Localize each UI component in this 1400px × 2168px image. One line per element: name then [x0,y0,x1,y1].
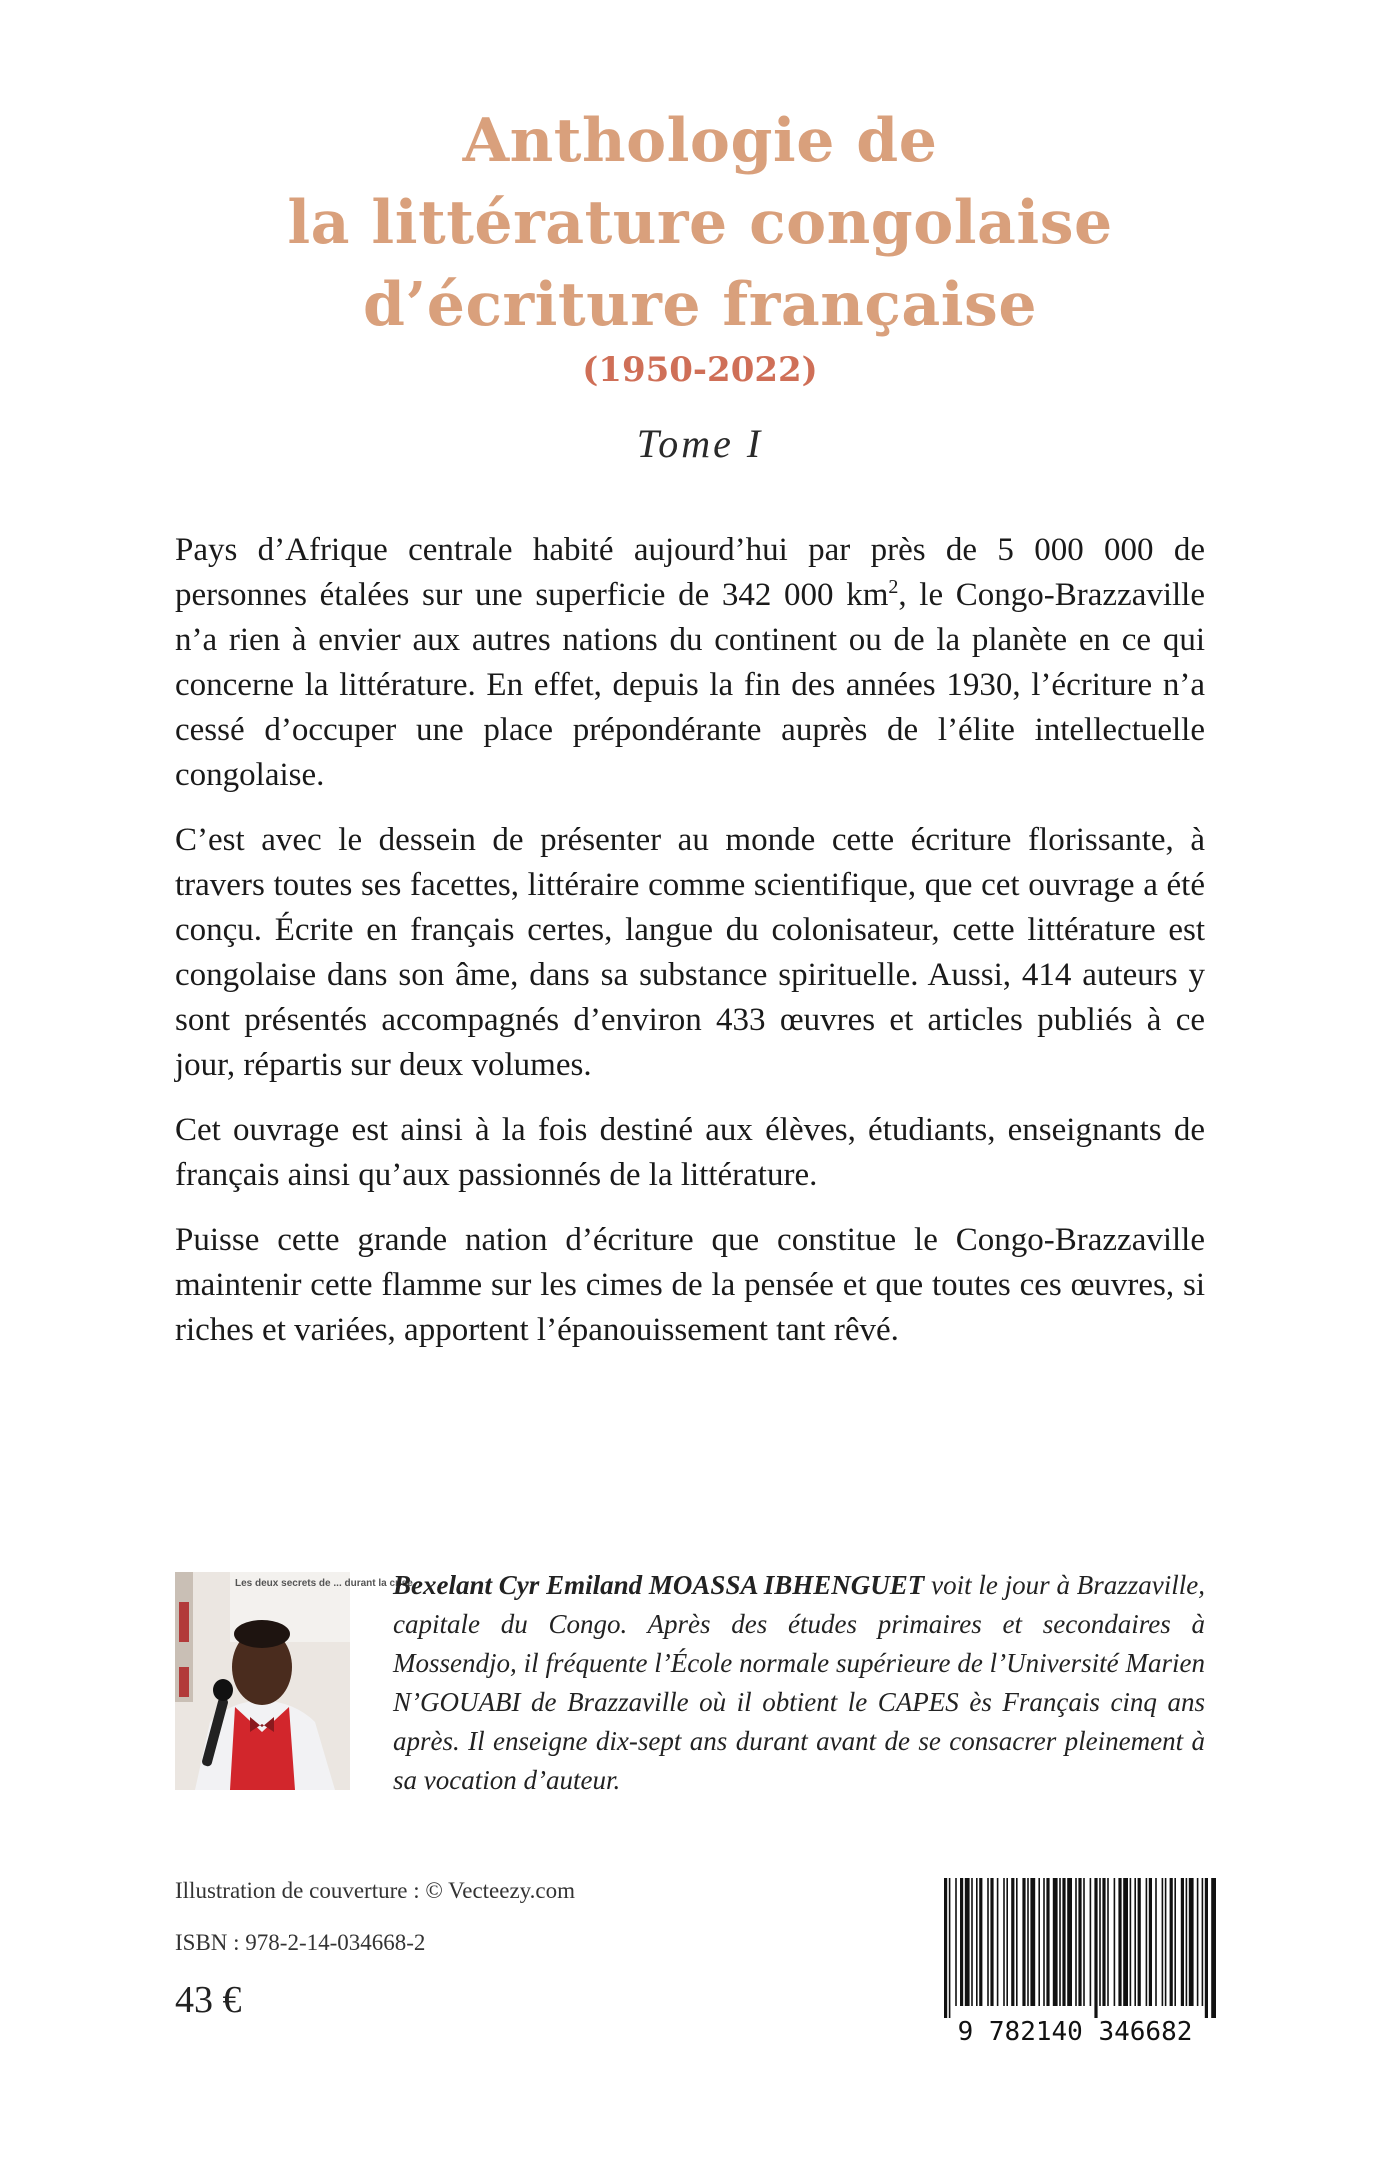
barcode-bar [1205,1878,1208,2018]
barcode-bar [949,1878,951,2018]
barcode-bar [1181,1878,1184,2006]
barcode-bar [1083,1878,1085,2006]
barcode-bar [1146,1878,1148,2006]
blurb-paragraph-3: Cet ouvrage est ainsi à la fois destiné aux élèves, étudiants, enseignants de français ainsi qu’aux passionnés de la littérature. [175,1112,1205,1193]
barcode-bar [1162,1878,1164,2006]
barcode-bar [1078,1878,1081,2006]
superscript: 2 [888,576,899,598]
barcode-bar [976,1878,978,2006]
author-photo [175,1572,413,1790]
barcode-bar [1202,1878,1204,2006]
barcode-bar [1174,1878,1176,2006]
barcode-bar [987,1878,989,2006]
blurb-paragraph-1: Pays d’Afrique centrale habité aujourd’hui par près de 5 000 000 de personnes étalées sur une superficie de 342 000 $km^2$, le Congo-Brazzaville n’a rien à envier aux autres nations du continent ou de la planète en ce qui concerne la littérature. En effet, depuis la fin des années 1930, l’écriture n’a cessé d’occuper une place prépondérante auprès de l’élite intellectuelle congolaise. [175,532,1205,793]
barcode-bar [1118,1878,1121,2006]
blurb-paragraph-2: C’est avec le dessein de présenter au monde cette écriture florissante, à travers toutes ses facettes, littéraire comme scientifique, que cet ouvrage a été conçu. Écrite en français certes, langue du colonisateur, cette littérature est congolaise dans son âme, dans sa substance spirituelle. Aussi, 414 auteurs y sont présentés accompagnés d’environ 433 œuvres et articles publiés à ce jour, répartis sur deux volumes. [175,822,1205,1083]
barcode-bar [1155,1878,1157,2006]
title-line-1: Anthologie de [462,106,938,176]
barcode-bar [1114,1878,1116,2006]
barcode-bar [1107,1878,1109,2006]
barcode-bar [955,1878,957,2006]
barcode-bar [1189,1878,1194,2006]
barcode-bar [971,1878,973,2006]
barcode-bar [1090,1878,1092,2006]
illustration-credit: Illustration de couverture : © Vecteezy.com [175,1878,576,1903]
barcode [930,1868,1220,2048]
barcode-bar [1186,1878,1188,2006]
barcode-bar [1030,1878,1035,2006]
barcode-bar [1197,1878,1199,2006]
barcode-bar [1067,1878,1072,2006]
barcode-bar [1123,1878,1128,2006]
barcode-bar [979,1878,982,2006]
author-bio [393,1566,1205,1800]
barcode-bar [1211,1878,1216,2018]
barcode-bar [1170,1878,1173,2006]
barcode-bar [1038,1878,1040,2006]
barcode-bar [1094,1878,1097,2018]
barcode-bar [1046,1878,1049,2006]
title-line-2: la littérature congolaise [287,188,1113,258]
barcode-digits: 9 782140 346682 [957,2017,1193,2047]
credits [175,1874,775,1978]
barcode-bar [990,1878,993,2006]
barcode-bar [1134,1878,1136,2006]
barcode-bar [1149,1878,1152,2006]
barcode-bar [1043,1878,1045,2006]
barcode-bar [1165,1878,1167,2006]
back-cover-blurb [175,528,1205,1373]
isbn: ISBN : 978-2-14-034668-2 [175,1930,426,1955]
barcode-bar [997,1878,999,2006]
barcode-bar [1022,1878,1025,2006]
barcode-bar [1130,1878,1132,2006]
barcode-bar [1027,1878,1029,2006]
photo-newspaper-headline: Les deux secrets de ... durant la crise [235,1578,413,1589]
barcode-bar [1138,1878,1141,2006]
barcode-bar [1006,1878,1008,2006]
barcode-bar [1075,1878,1077,2006]
barcode-bar [1053,1878,1058,2006]
barcode-bar [944,1878,947,2018]
author-bio-text: voit le jour à Brazzaville, capitale du Congo. Après des études primaires et secondaires à Mossendjo, il fréquente l’École normale supérieure de l’Université Marien N’GOUABI de Brazzaville où il obtient le CAPES ès Français cinq ans après. Il enseigne dix-sept ans durant avant de se consacrer pleinement à sa vocation d’auteur. [393,1570,1205,1795]
barcode-bar [1099,1878,1101,2006]
barcode-bar [1062,1878,1065,2006]
barcode-bar [1059,1878,1061,2006]
barcode-bar [1003,1878,1005,2006]
blurb-paragraph-4: Puisse cette grande nation d’écriture que constitue le Congo-Brazzaville maintenir cette flamme sur les cimes de la pensée et que toutes ces œuvres, si riches et variées, apportent l’épanouissement tant rêvé. [175,1222,1205,1348]
barcode-bar [960,1878,963,2006]
title-block [0,100,1400,468]
barcode-bar [1016,1878,1018,2006]
price: 43 € [175,1979,242,2021]
title-years: (1950-2022) [582,350,818,390]
title-line-3: d’écriture française [362,270,1038,340]
title-tome: Tome I [636,421,764,466]
barcode-bar [965,1878,970,2006]
author-name: Bexelant Cyr Emiland MOASSA IBHENGUET [393,1570,925,1600]
barcode-bar [1102,1878,1105,2006]
barcode-bar [1011,1878,1014,2006]
